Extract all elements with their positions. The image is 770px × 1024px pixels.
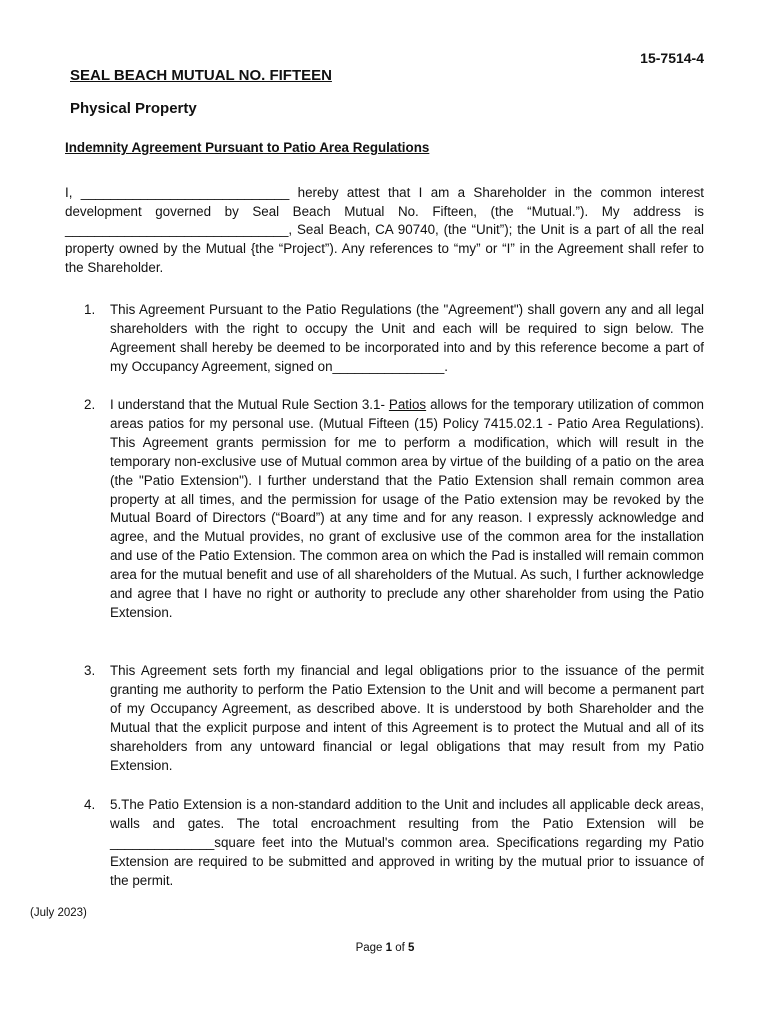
list-item [84,301,704,377]
revision-date: (July 2023) [30,907,87,919]
intro-paragraph: I, ____________________________ hereby attest that I am a Shareholder in the common interest development governed by Seal Beach Mutual No. Fifteen, (the “Mutual.”). My address is ______________________________, Seal Beach, CA 90740, (the “Unit”); the Unit is a part of all the real property owned by the Mutual {the “Project”). Any references to “my” or “I” in the Agreement shall refer to the Shareholder. [65,185,704,275]
patios-underlined-term: Patios [388,397,427,412]
document-subtitle: Physical Property [70,100,197,117]
document-number: 15-7514-4 [640,50,704,66]
list-item-text: This Agreement sets forth my financial and legal obligations prior to the issuance of the permit granting me authority to perform the Patio Extension to the Unit and will become a permanent part of my Occupancy Agreement, as described above. It is understood by both Shareholder and the Mutual that the explicit purpose and intent of this Agreement is to protect the Mutual and all of its shareholders from any untoward financial or legal obligations that may result from my Patio Extension. [110,663,704,773]
agreement-heading: Indemnity Agreement Pursuant to Patio Area Regulations [65,140,430,155]
page-indicator [0,942,770,954]
list-item-text-part: I understand that the Mutual Rule Section 3.1- [110,397,389,412]
list-item-number: 2. [84,397,96,412]
list-item [84,796,704,891]
list-item-number: 4. [84,797,96,812]
list-item-number: 1. [84,302,96,317]
page-total: 5 [408,942,415,954]
page-current: 1 [385,942,393,954]
list-item-text-part: allows for the temporary utilization of common areas patios for my personal use. (Mutual Fifteen (15) Policy 7415.02.1 - Patio Area Regulations). This Agreement grants permission for me to perform a modification, which will result in the temporary non-exclusive use of Mutual common area by virtue of the building of a patio on the area (the "Patio Extension"). I further understand that the Patio Extension shall remain common area property at all times, and the permission for usage of the Patio extension may be revoked by the Mutual Board of Directors (“Board”) at any time and for any reason. I expressly acknowledge and agree, and the Mutual provides, no grant of exclusive use of the common area for the installation and use of the Patio Extension. The common area on which the Pad is installed will remain common area for the mutual benefit and use of all shareholders of the Mutual. As such, I further acknowledge and agree that I have no right or authority to preclude any other shareholder from using the Patio Extension. [110,397,704,620]
list-item-text: This Agreement Pursuant to the Patio Regulations (the "Agreement") shall govern any and all legal shareholders with the right to occupy the Unit and each will be required to sign below. The Agreement shall hereby be deemed to be incorporated into and by this reference become a part of my Occupancy Agreement, signed on_______________. [110,302,704,374]
list-item-text: 5.The Patio Extension is a non-standard addition to the Unit and includes all applicable deck areas, walls and gates. The total encroachment resulting from the Patio Extension will be ______________square feet into the Mutual's common area. Specifications regarding my Patio Extension are required to be submitted and approved in writing by the mutual prior to issuance of the permit. [110,797,704,888]
page-word: Page [355,942,386,954]
list-item-text [110,396,704,623]
document-title: SEAL BEACH MUTUAL NO. FIFTEEN [70,67,332,84]
list-item [84,662,704,775]
list-item-number: 3. [84,663,96,678]
list-item [84,396,704,623]
page-of: of [392,942,409,954]
